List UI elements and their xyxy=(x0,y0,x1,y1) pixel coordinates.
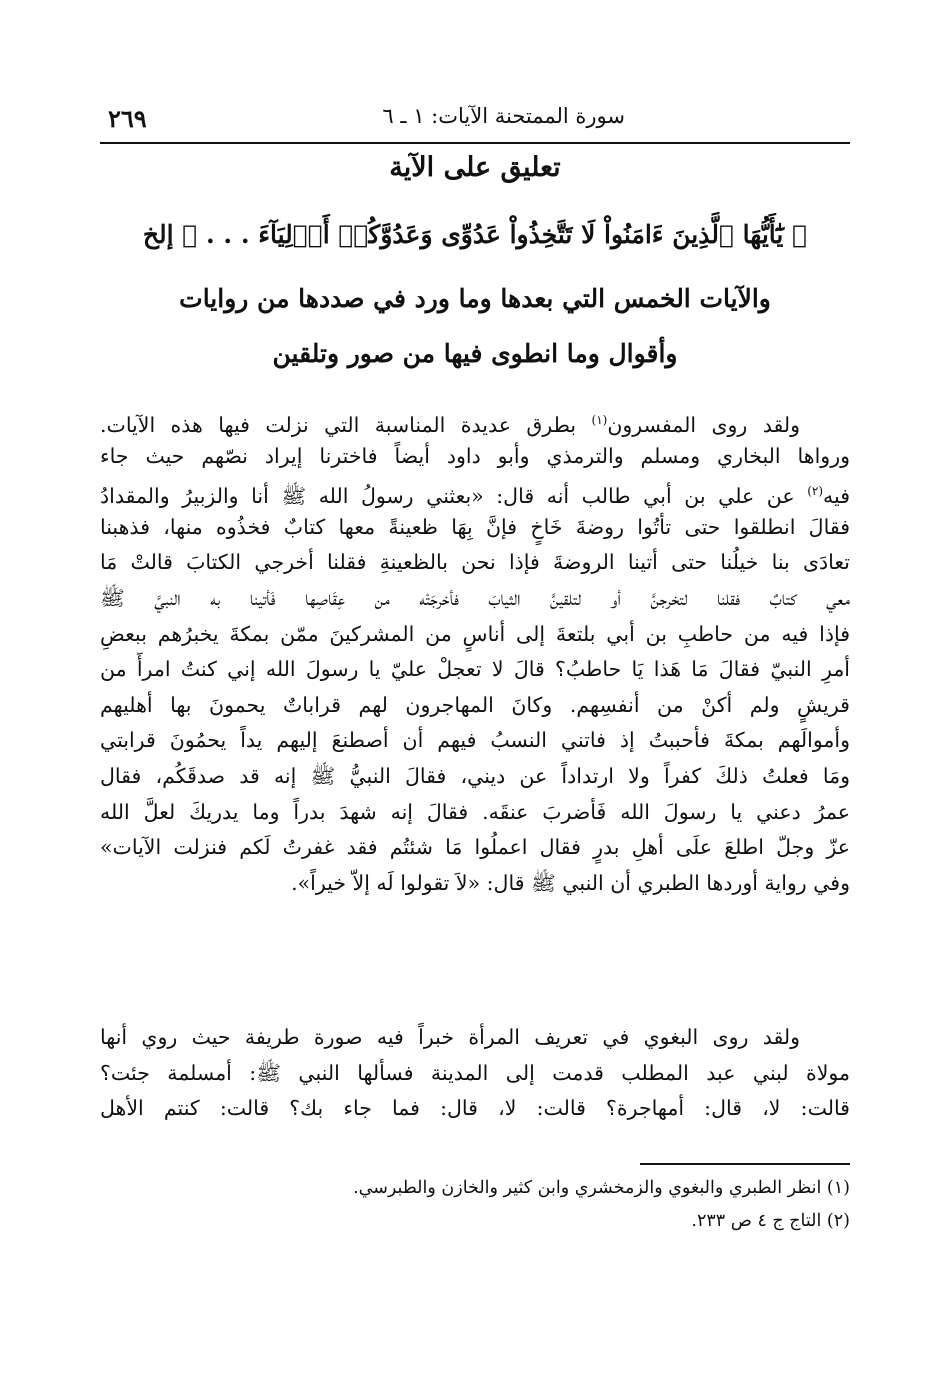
text-line: تعادَى بنا خيلُنا حتى أتينا الروضةَ فإذا نحن بالظعينةِ فقلنا أخرجي الكتابَ قالتْ مَا xyxy=(100,550,850,575)
text-line: ولقد روى البغوي في تعريف المرأة خبراً فيه صورة طريفة حيث روي أنها xyxy=(100,1025,800,1049)
text-line: مولاة لبني عبد المطلب قدمت إلى المدينة فسألها النبي ﷺ: أمسلمة جئت؟ xyxy=(100,1060,850,1085)
footnote-2: (٢) التاج ج ٤ ص ٢٣٣. xyxy=(691,1211,850,1231)
footnote-divider xyxy=(640,1163,850,1165)
text-line: وأموالَهم بمكةَ فأحببتُ إذ فاتني النسبُ فيهم أن أصطنعَ إليهم يداً يحمُونَ قرابتي xyxy=(100,728,850,753)
running-header xyxy=(100,92,850,144)
text-line: وفي رواية أوردها الطبري أن النبي ﷺ قال: «لاَ تقولوا لَه إلاّ خيراً». xyxy=(291,870,850,895)
paragraph-2 xyxy=(100,1020,850,1127)
text-line: عزّ وجلّ اطلعَ علَى أهلِ بدرٍ فقال اعملُوا مَا شئتُم فقد غفرتُ لَكم فنزلت الآيات» xyxy=(100,835,850,860)
text-run: عن علي بن أبي طالب أنه قال: «بعثني رسولُ الله ﷺ أنا والزبيرُ والمقدادُ xyxy=(100,484,808,509)
text-line: معي كتابٌ فقلنا لتخرجنَّ أو لتلقينَّ الثيابَ فأخرجَتْه من عِقَاصِها فَأتينا به النبيَّ ﷺ xyxy=(100,585,850,610)
text-run: فيه xyxy=(823,484,850,509)
subtitle-line-1: والآيات الخمس التي بعدها وما ورد في صددها من روايات xyxy=(179,284,771,313)
footnote-1: (١) انظر الطبري والبغوي والزمخشري وابن كثير والخازن والطبرسي. xyxy=(353,1178,850,1198)
text-run: بطرق عديدة المناسبة التي نزلت فيها هذه الآيات. xyxy=(100,412,592,437)
text-line xyxy=(100,474,850,510)
text-line: عمرُ دعني يا رسولَ الله فَأضربَ عنقَه. فقالَ إنه شهدَ بدراً وما يدريكَ لعلَّ الله xyxy=(100,799,850,824)
subtitle-line-2: وأقوال وما انطوى فيها من صور وتلقين xyxy=(272,339,678,368)
page-number: ٢٦٩ xyxy=(108,104,147,133)
text-line: فإذا فيه من حاطبِ بن أبي بلتعةَ إلى أناسٍ من المشركينَ ممّن بمكةَ يخبرُهم ببعضِ xyxy=(100,621,850,646)
text-line: ومَا فعلتُ ذلكَ كفراً ولا ارتداداً عن ديني، فقالَ النبيُّ ﷺ إنه قد صدقَكُم، فقال xyxy=(100,763,850,788)
paragraph-1 xyxy=(100,403,850,901)
text-line: أمرِ النبيّ فقالَ مَا هَذا يَا حاطبُ؟ قالَ لا تعجلْ عليّ يا رسولَ الله إني كنتُ امرأً من xyxy=(100,657,850,682)
text-line xyxy=(100,403,850,439)
footnote-ref-1: (١) xyxy=(591,413,608,427)
header-title: سورة الممتحنة الآيات: ١ ـ ٦ xyxy=(382,104,625,128)
section-title: تعليق على الآية xyxy=(389,152,561,183)
text-line: قالت: لا، قال: أمهاجرة؟ قالت: لا، قال: فما جاء بك؟ قالت: كنتم الأهل xyxy=(100,1096,850,1121)
verse-heading: ﴿ يَٰٓأَيُّهَا ٱلَّذِينَ ءَامَنُواْ لَا تَتَّخِذُواْ عَدُوِّى وَعَدُوَّكُمۡ أَوۡلِيَآءَ . . . ﴾ إلخ xyxy=(142,220,808,249)
text-line: فقالَ انطلقوا حتى تأتُوا روضةَ خَاخٍ فإنَّ بِهَا ظعينةً معها كتابٌ فخذُوه منها، فذهبنا xyxy=(100,514,850,539)
text-run: ولقد روى المفسرون xyxy=(607,412,800,437)
footnote-ref-2: (٢) xyxy=(807,484,824,499)
text-line: قريشٍ ولم أكنْ من أنفسِهم. وكانَ المهاجرون لهم قراباتٌ يحمونَ بها أهليهم xyxy=(100,692,850,717)
footnotes xyxy=(100,1172,850,1238)
text-line: ورواها البخاري ومسلم والترمذي وأبو داود أيضاً فاخترنا إيراد نصّهم حيث جاء xyxy=(100,443,850,468)
